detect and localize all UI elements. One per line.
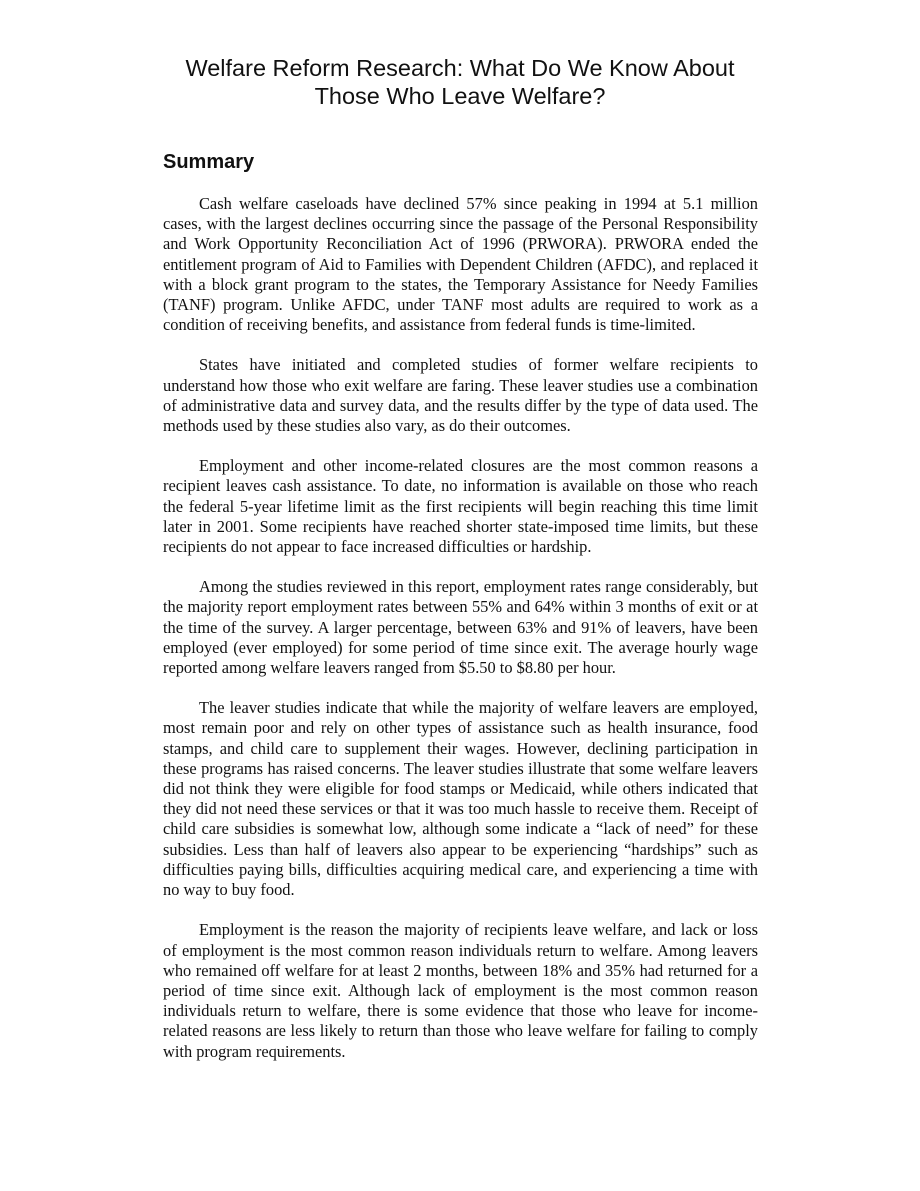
summary-paragraph-6: Employment is the reason the majority of recipients leave welfare, and lack or loss of employment is the most common reason individuals return to welfare. Among leavers who remained off welfare for at least 2 months, between 18% and 35% had returned for a period of time since exit. Although lack of employment is the most common reason individuals return to welfare, there is some evidence that those who leave for income-related reasons are less likely to return than those who leave welfare for failing to comply with program requirements. [163,920,758,1061]
summary-paragraph-3: Employment and other income-related closures are the most common reasons a recipient leaves cash assistance. To date, no information is available on those who reach the federal 5-year lifetime limit as the first recipients will begin reaching this time limit later in 2001. Some recipients have reached shorter state-imposed time limits, but these recipients do not appear to face increased difficulties or hardship. [163,456,758,557]
summary-paragraph-2: States have initiated and completed studies of former welfare recipients to understand how those who exit welfare are faring. These leaver studies use a combination of administrative data and survey data, and the results differ by the type of data used. The methods used by these studies also vary, as do their outcomes. [163,355,758,436]
summary-body [163,194,758,1082]
summary-paragraph-4: Among the studies reviewed in this report, employment rates range considerably, but the majority report employment rates between 55% and 64% within 3 months of exit or at the time of the survey. A larger percentage, between 63% and 91% of leavers, have been employed (ever employed) for some period of time since exit. The average hourly wage reported among welfare leavers ranged from $5.50 to $8.80 per hour. [163,577,758,678]
section-heading-summary: Summary [163,151,255,173]
title-line-1: Welfare Reform Research: What Do We Know About [185,55,735,81]
summary-paragraph-5: The leaver studies indicate that while the majority of welfare leavers are employed, most remain poor and rely on other types of assistance such as health insurance, food stamps, and child care to supplement their wages. However, declining participation in these programs has raised concerns. The leaver studies illustrate that some welfare leavers did not think they were eligible for food stamps or Medicaid, while others indicated that they did not need these services or that it was too much hassle to receive them. Receipt of child care subsidies is somewhat low, although some indicate a “lack of need” for these subsidies. Less than half of leavers also appear to be experiencing “hardships” such as difficulties paying bills, difficulties acquiring medical care, and experiencing a time with no way to buy food. [163,698,758,900]
title-line-2: Those Who Leave Welfare? [314,83,606,109]
summary-paragraph-1: Cash welfare caseloads have declined 57% since peaking in 1994 at 5.1 million cases, with the largest declines occurring since the passage of the Personal Responsibility and Work Opportunity Reconciliation Act of 1996 (PRWORA). PRWORA ended the entitlement program of Aid to Families with Dependent Children (AFDC), and replaced it with a block grant program to the states, the Temporary Assistance for Needy Families (TANF) program. Unlike AFDC, under TANF most adults are required to work as a condition of receiving benefits, and assistance from federal funds is time-limited. [163,194,758,335]
document-title [140,54,780,110]
